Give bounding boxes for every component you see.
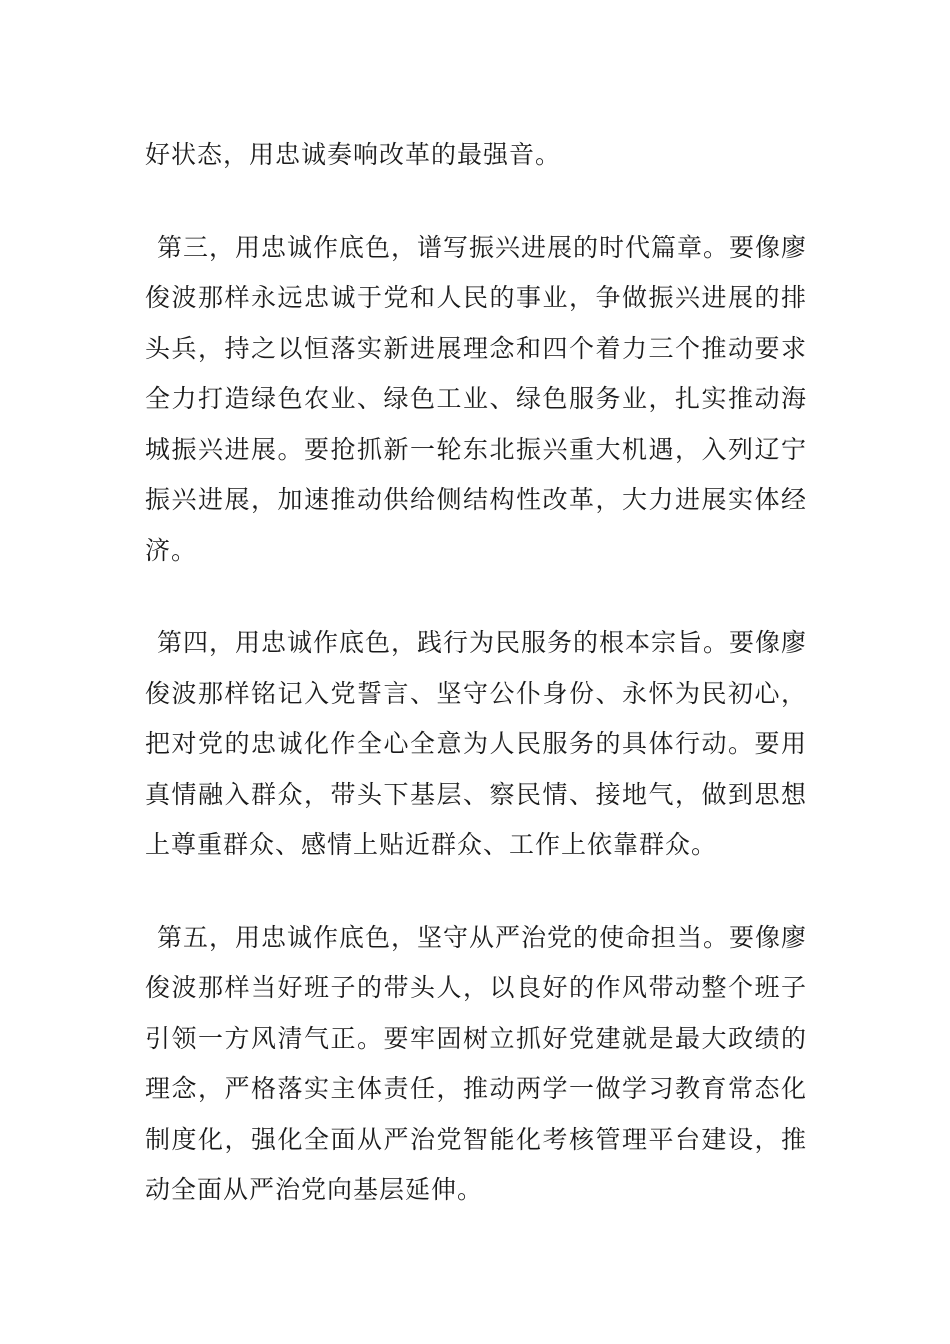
paragraph-continuation: 好状态，用忠诚奏响改革的最强音。	[145, 140, 562, 169]
paragraph-fourth-point: 第四，用忠诚作底色，践行为民服务的根本宗旨。要像廖俊波那样铭记入党誓言、坚守公仆身份、永怀为民初心，把对党的忠诚化作全心全意为人民服务的具体行动。要用真情融入群众，带头下基层、察民情、接地气，做到思想上尊重群众、感情上贴近群众、工作上依靠群众。	[145, 628, 808, 859]
paragraph-third-point: 第三，用忠诚作底色，谱写振兴进展的时代篇章。要像廖俊波那样永远忠诚于党和人民的事业，争做振兴进展的排头兵，持之以恒落实新进展理念和四个着力三个推动要求全力打造绿色农业、绿色工业、绿色服务业，扎实推动海城振兴进展。要抢抓新一轮东北振兴重大机遇，入列辽宁振兴进展，加速推动供给侧结构性改革，大力进展实体经济。	[145, 232, 808, 565]
document-body	[145, 130, 807, 1216]
paragraph-fifth-point: 第五，用忠诚作底色，坚守从严治党的使命担当。要像廖俊波那样当好班子的带头人，以良好的作风带动整个班子引领一方风清气正。要牢固树立抓好党建就是最大政绩的理念，严格落实主体责任，推动两学一做学习教育常态化制度化，强化全面从严治党智能化考核管理平台建设，推动全面从严治党向基层延伸。	[145, 922, 808, 1204]
